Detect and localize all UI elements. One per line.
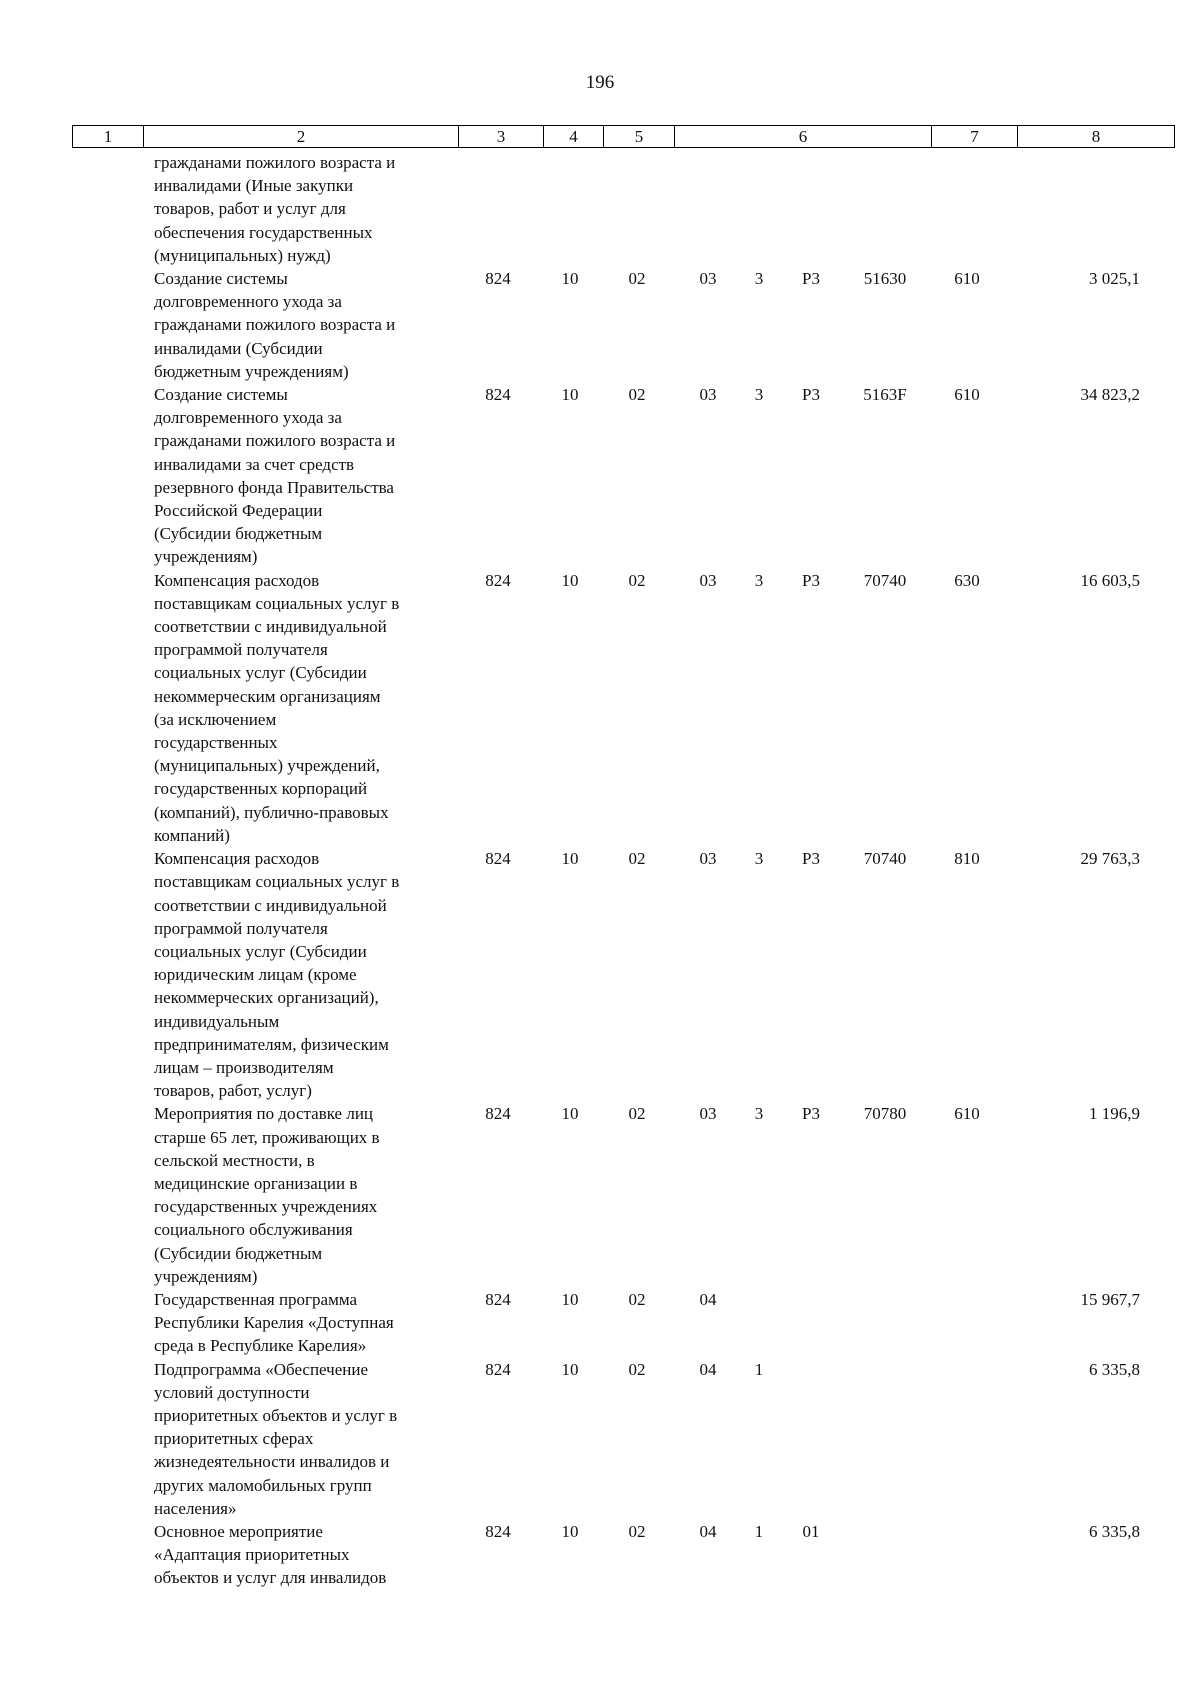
program-code-cell: 03 — [699, 570, 717, 590]
expense-type-code-cell: 810 — [954, 849, 980, 869]
description-line: приоритетных объектов и услуг в — [154, 1405, 398, 1425]
description-line: (компаний), публично-правовых — [154, 802, 389, 822]
ministry-code-cell: 824 — [485, 1521, 511, 1541]
description-line: соответствии с индивидуальной — [154, 895, 387, 915]
section-code-cell: 10 — [561, 269, 579, 289]
description-line: Создание системы — [154, 385, 288, 405]
description-line: инвалидами (Субсидии — [154, 338, 323, 358]
description-line: государственных — [154, 733, 278, 753]
description-line: Государственная программа — [154, 1289, 358, 1309]
column-header-7: 7 — [932, 126, 1018, 148]
expense-code-cell: 70740 — [863, 570, 907, 590]
description-line: гражданами пожилого возраста и — [154, 315, 396, 335]
column-header-4: 4 — [544, 126, 604, 148]
table-row — [0, 151, 1200, 267]
expense-code-cell: 51630 — [863, 269, 907, 289]
column-header-1: 1 — [73, 126, 144, 148]
ministry-code-cell: 824 — [485, 1289, 511, 1309]
description-line: учреждениям) — [154, 1266, 258, 1286]
subsection-code-cell: 02 — [628, 570, 646, 590]
subsection-code-cell: 02 — [628, 1289, 646, 1309]
table-row — [0, 383, 1200, 569]
description-line: государственных корпораций — [154, 779, 368, 799]
description-line: бюджетным учреждениям) — [154, 361, 349, 381]
ministry-code-cell: 824 — [485, 1104, 511, 1124]
row-description — [154, 1358, 454, 1520]
description-line: Российской Федерации — [154, 501, 323, 521]
column-header-8: 8 — [1018, 126, 1175, 148]
expense-code-cell: 70740 — [863, 849, 907, 869]
description-line: инвалидами за счет средств — [154, 454, 355, 474]
expense-type-code-cell: 610 — [954, 1104, 980, 1124]
description-line: поставщикам социальных услуг в — [154, 872, 400, 892]
amount-cell: 34 823,2 — [1080, 385, 1140, 405]
amount-cell: 1 196,9 — [1089, 1104, 1140, 1124]
subsection-code-cell: 02 — [628, 385, 646, 405]
subsection-code-cell: 02 — [628, 1521, 646, 1541]
row-description — [154, 569, 454, 847]
subprogram-code-cell: 3 — [754, 1104, 764, 1124]
subprogram-code-cell: 1 — [754, 1359, 764, 1379]
amount-cell: 3 025,1 — [1089, 269, 1140, 289]
description-line: гражданами пожилого возраста и — [154, 431, 396, 451]
program-code-cell: 03 — [699, 849, 717, 869]
row-description — [154, 1102, 454, 1288]
table-row — [0, 1358, 1200, 1520]
activity-code-cell: P3 — [802, 269, 820, 289]
description-line: старше 65 лет, проживающих в — [154, 1127, 380, 1147]
table-row — [0, 569, 1200, 847]
description-line: (Субсидии бюджетным — [154, 1243, 323, 1263]
column-header-2: 2 — [144, 126, 459, 148]
description-line: других маломобильных групп — [154, 1475, 372, 1495]
subsection-code-cell: 02 — [628, 1359, 646, 1379]
section-code-cell: 10 — [561, 570, 579, 590]
amount-cell: 6 335,8 — [1089, 1521, 1140, 1541]
description-line: товаров, работ и услуг для — [154, 199, 346, 219]
program-code-cell: 04 — [699, 1359, 717, 1379]
description-line: поставщикам социальных услуг в — [154, 593, 400, 613]
description-line: компаний) — [154, 825, 230, 845]
description-line: (за исключением — [154, 709, 277, 729]
description-line: Основное мероприятие — [154, 1521, 323, 1541]
amount-cell: 16 603,5 — [1080, 570, 1140, 590]
subprogram-code-cell: 3 — [754, 570, 764, 590]
ministry-code-cell: 824 — [485, 1359, 511, 1379]
description-line: предпринимателям, физическим — [154, 1034, 389, 1054]
activity-code-cell: 01 — [802, 1521, 820, 1541]
description-line: приоритетных сферах — [154, 1429, 314, 1449]
row-description — [154, 383, 454, 569]
subsection-code-cell: 02 — [628, 269, 646, 289]
description-line: Мероприятия по доставке лиц — [154, 1104, 374, 1124]
table-body — [0, 151, 1200, 1590]
program-code-cell: 04 — [699, 1289, 717, 1309]
description-line: программой получателя — [154, 918, 328, 938]
description-line: Компенсация расходов — [154, 849, 320, 869]
description-line: Республики Карелия «Доступная — [154, 1313, 394, 1333]
description-line: соответствии с индивидуальной — [154, 617, 387, 637]
expense-code-cell: 70780 — [863, 1104, 907, 1124]
description-line: социальных услуг (Субсидии — [154, 941, 367, 961]
section-code-cell: 10 — [561, 385, 579, 405]
description-line: (муниципальных) учреждений, — [154, 756, 380, 776]
column-header-5: 5 — [604, 126, 675, 148]
description-line: юридическим лицам (кроме — [154, 965, 357, 985]
row-description — [154, 1520, 454, 1590]
section-code-cell: 10 — [561, 1289, 579, 1309]
program-code-cell: 04 — [699, 1521, 717, 1541]
activity-code-cell: P3 — [802, 570, 820, 590]
section-code-cell: 10 — [561, 849, 579, 869]
table-row — [0, 267, 1200, 383]
ministry-code-cell: 824 — [485, 849, 511, 869]
amount-cell: 29 763,3 — [1080, 849, 1140, 869]
row-description — [154, 267, 454, 383]
ministry-code-cell: 824 — [485, 269, 511, 289]
description-line: обеспечения государственных — [154, 222, 373, 242]
subprogram-code-cell: 3 — [754, 849, 764, 869]
description-line: инвалидами (Иные закупки — [154, 176, 354, 196]
description-line: социального обслуживания — [154, 1220, 353, 1240]
expense-type-code-cell: 610 — [954, 385, 980, 405]
description-line: товаров, работ, услуг) — [154, 1081, 312, 1101]
description-line: (Субсидии бюджетным — [154, 524, 323, 544]
ministry-code-cell: 824 — [485, 570, 511, 590]
description-line: (муниципальных) нужд) — [154, 245, 331, 265]
description-line: населения» — [154, 1498, 237, 1518]
description-line: сельской местности, в — [154, 1150, 315, 1170]
description-line: некоммерческих организаций), — [154, 988, 379, 1008]
subprogram-code-cell: 3 — [754, 269, 764, 289]
expense-code-cell: 5163F — [863, 385, 907, 405]
subprogram-code-cell: 1 — [754, 1521, 764, 1541]
column-header-6: 6 — [675, 126, 932, 148]
description-line: программой получателя — [154, 640, 328, 660]
row-description — [154, 151, 454, 267]
page-number: 196 — [585, 72, 615, 93]
description-line: некоммерческим организациям — [154, 686, 381, 706]
expense-type-code-cell: 610 — [954, 269, 980, 289]
description-line: государственных учреждениях — [154, 1197, 378, 1217]
description-line: жизнедеятельности инвалидов и — [154, 1452, 390, 1472]
description-line: среда в Республике Карелия» — [154, 1336, 367, 1356]
subsection-code-cell: 02 — [628, 849, 646, 869]
table-row — [0, 1102, 1200, 1288]
description-line: индивидуальным — [154, 1011, 280, 1031]
description-line: учреждениям) — [154, 547, 258, 567]
section-code-cell: 10 — [561, 1359, 579, 1379]
amount-cell: 6 335,8 — [1089, 1359, 1140, 1379]
subprogram-code-cell: 3 — [754, 385, 764, 405]
activity-code-cell: P3 — [802, 849, 820, 869]
description-line: долговременного ухода за — [154, 408, 342, 428]
description-line: резервного фонда Правительства — [154, 477, 394, 497]
description-line: медицинские организации в — [154, 1173, 358, 1193]
activity-code-cell: P3 — [802, 1104, 820, 1124]
description-line: Создание системы — [154, 269, 288, 289]
description-line: условий доступности — [154, 1382, 310, 1402]
expense-type-code-cell: 630 — [954, 570, 980, 590]
description-line: Компенсация расходов — [154, 570, 320, 590]
activity-code-cell: P3 — [802, 385, 820, 405]
row-description — [154, 1288, 454, 1358]
row-description — [154, 847, 454, 1102]
program-code-cell: 03 — [699, 1104, 717, 1124]
table-row — [0, 847, 1200, 1102]
ministry-code-cell: 824 — [485, 385, 511, 405]
column-header-row — [72, 125, 1175, 148]
description-line: долговременного ухода за — [154, 292, 342, 312]
description-line: «Адаптация приоритетных — [154, 1545, 350, 1565]
description-line: Подпрограмма «Обеспечение — [154, 1359, 369, 1379]
table-row — [0, 1288, 1200, 1358]
description-line: социальных услуг (Субсидии — [154, 663, 367, 683]
description-line: гражданами пожилого возраста и — [154, 153, 396, 172]
column-header-3: 3 — [459, 126, 544, 148]
section-code-cell: 10 — [561, 1104, 579, 1124]
table-row — [0, 1520, 1200, 1590]
amount-cell: 15 967,7 — [1080, 1289, 1140, 1309]
subsection-code-cell: 02 — [628, 1104, 646, 1124]
program-code-cell: 03 — [699, 385, 717, 405]
program-code-cell: 03 — [699, 269, 717, 289]
description-line: лицам – производителям — [154, 1057, 334, 1077]
section-code-cell: 10 — [561, 1521, 579, 1541]
description-line: объектов и услуг для инвалидов — [154, 1568, 387, 1588]
